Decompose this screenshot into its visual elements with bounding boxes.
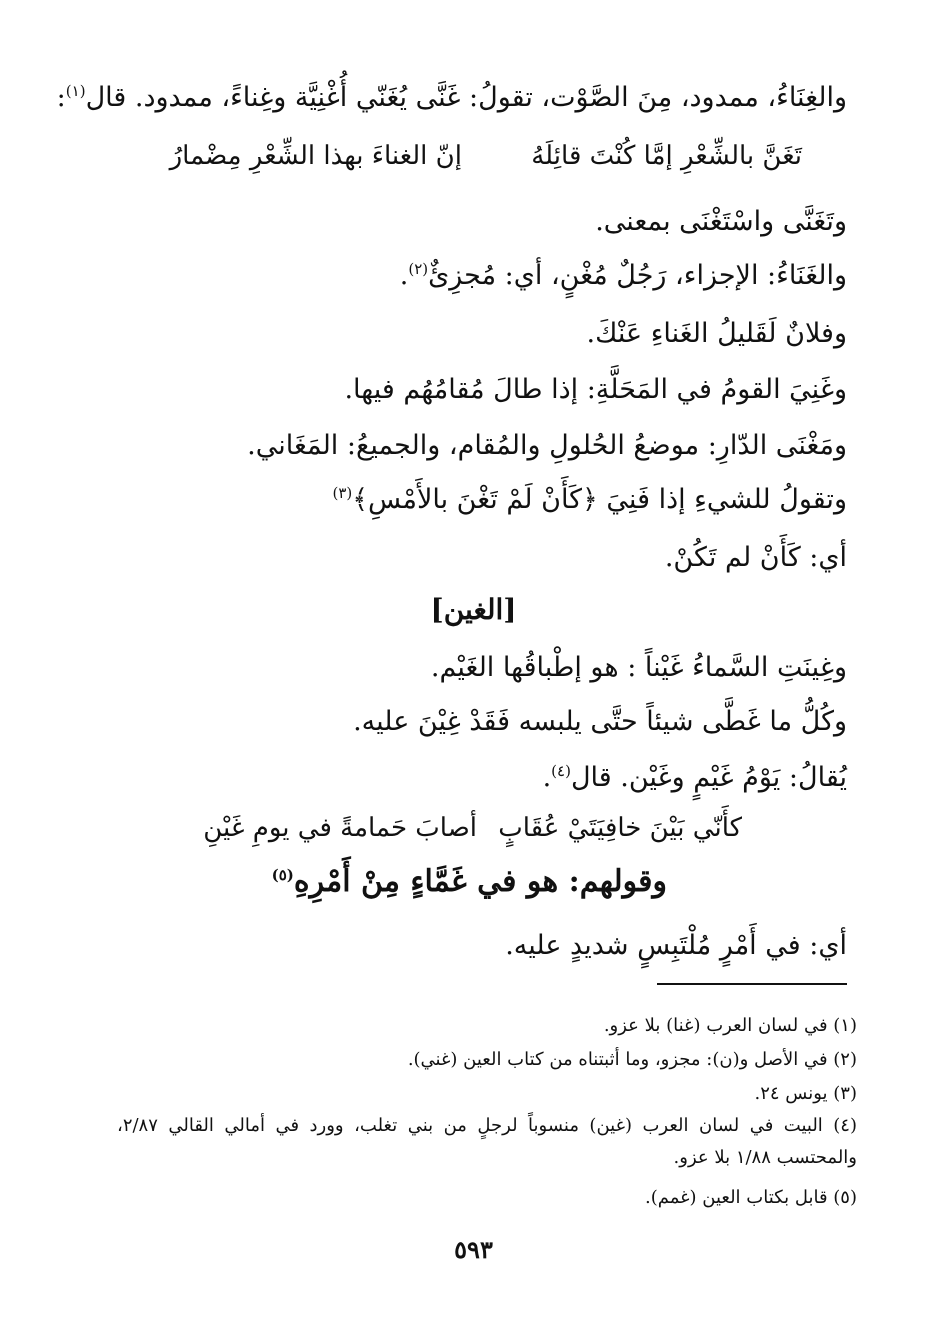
line-text: وغَنِيَ القومُ في المَحَلَّةِ: إذا طالَ مُقامُهُم فيها. bbox=[344, 374, 847, 405]
line-text: أي: كَأَنْ لم تَكُنْ. bbox=[664, 542, 847, 573]
line-text: وتقولُ للشيءِ إذا فَنِيَ ﴿كَأَنْ لَمْ تَغْنَ بالأَمْسِ﴾ bbox=[352, 484, 847, 515]
footnote-ref: (١) bbox=[65, 82, 86, 100]
bold-phrase-line bbox=[272, 862, 667, 902]
footnote-ref: (٣) bbox=[332, 484, 353, 502]
line-text: وغِينَتِ السَّماءُ غَيْناً : هو إطْباقُها الغَيْم. bbox=[430, 652, 847, 683]
footnote: (٢) في الأصل و(ن): مجزو، وما أثبتناه من كتاب العين (غني). bbox=[407, 1049, 857, 1070]
verse-second-hemistich: أصابَ حَمامةً في يومِ غَيْنِ bbox=[203, 813, 477, 843]
line-text: والغِنَاءُ، ممدود، مِنَ الصَّوْت، تقولُ: غَنَّى يُغَنّي أُغْنِيَّة وغِناءً، ممدود. قال bbox=[85, 82, 847, 113]
text-line bbox=[665, 538, 847, 578]
text-line bbox=[247, 426, 847, 466]
text-line bbox=[587, 314, 847, 354]
line-text: ومَغْنَى الدّارِ: موضعُ الحُلولِ والمُقام، والجميعُ: المَغَاني. bbox=[247, 430, 847, 461]
line-text: وتَغَنَّى واسْتَغْنَى بمعنى. bbox=[595, 206, 847, 237]
footnote: (٤) البيت في لسان العرب (غين) منسوباً لرجلٍ من بني تغلب، وورد في أمالي القالي ٢/٨٧، والمحتسب ١/٨٨ بلا عزو. bbox=[117, 1115, 857, 1168]
footnote: (١) في لسان العرب (غنا) بلا عزو. bbox=[603, 1015, 857, 1036]
line-text: والغَنَاءُ: الإجزاء، رَجُلٌ مُغْنٍ، أي: مُجزِئٌ bbox=[428, 260, 847, 291]
line-text: وفلانٌ لَقَليلُ الغَناءِ عَنْكَ. bbox=[586, 318, 847, 349]
line-tail: . bbox=[542, 762, 552, 793]
text-line bbox=[543, 758, 847, 798]
footnote: (٣) يونس ٢٤. bbox=[754, 1083, 857, 1104]
line-text: يُقالُ: يَوْمُ غَيْمٍ وغَيْن. قال bbox=[570, 762, 847, 793]
text-line bbox=[400, 256, 847, 296]
verse-first-hemistich: تَغَنَّ بالشِّعْرِ إمَّا كُنْتَ قائِلَهُ bbox=[531, 141, 802, 171]
text-line bbox=[431, 648, 847, 688]
text-line bbox=[332, 480, 847, 520]
footnote: (٥) قابل بكتاب العين (غمم). bbox=[644, 1187, 857, 1208]
verse-second-hemistich: إنّ الغناءَ بهذا الشِّعْرِ مِضْمارُ bbox=[169, 141, 462, 171]
line-text: وقولهم: هو في غَمَّاءٍ مِنْ أَمْرِهِ bbox=[293, 864, 667, 899]
footnote-ref: (٤) bbox=[551, 762, 571, 780]
page-number: ٥٩٣ bbox=[454, 1235, 493, 1264]
footnote-divider bbox=[657, 983, 847, 985]
text-line bbox=[57, 78, 847, 118]
footnote-ref: (٥) bbox=[271, 866, 294, 884]
text-line bbox=[505, 926, 847, 966]
section-heading: [الغين] bbox=[430, 593, 517, 626]
text-line bbox=[595, 202, 847, 242]
text-line bbox=[353, 702, 847, 742]
line-tail: . bbox=[399, 260, 409, 291]
line-text: أي: في أَمْرٍ مُلْتَبِسٍ شديدٍ عليه. bbox=[505, 930, 847, 961]
text-line bbox=[344, 370, 847, 410]
footnote-ref: (٢) bbox=[408, 260, 429, 278]
verse-first-hemistich: كأَنّي بَيْنَ خافِيَتَيْ عُقَابٍ bbox=[498, 813, 742, 843]
line-text: وكُلُّ ما غَطَّى شيئاً حتَّى يلبسه فَقَدْ غِيْنَ عليه. bbox=[353, 706, 847, 737]
line-tail: : bbox=[56, 82, 66, 113]
